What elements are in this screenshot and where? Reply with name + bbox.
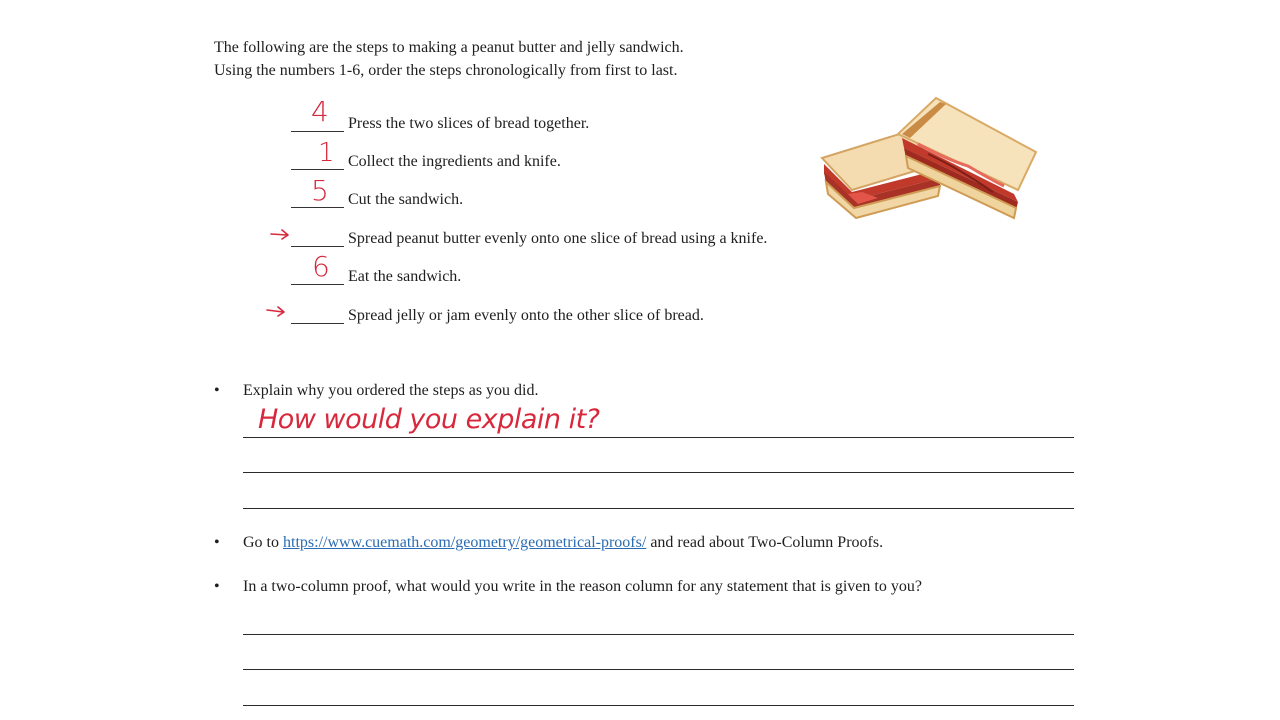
answer-blank[interactable] [291,284,344,285]
handwritten-answer: 1 [318,138,335,168]
answer-blank[interactable] [291,131,344,132]
question-text: In a two-column proof, what would you write in the reason column for any statement that is given to you? [243,578,922,595]
question-text [243,533,883,553]
answer-line[interactable] [243,634,1074,635]
bullet-dot: • [214,534,220,551]
step-text: Spread peanut butter evenly onto one slice of bread using a knife. [348,230,768,247]
instructions [214,36,684,82]
handwritten-response-text: How would you explain it? [258,404,600,435]
answer-blank[interactable] [291,246,344,247]
step-text: Cut the sandwich. [348,191,464,208]
answer-blank[interactable] [291,207,344,208]
bullet-dot: • [214,382,220,399]
goto-suffix: and read about Two-Column Proofs. [646,534,884,551]
arrow-mark-icon [266,304,286,318]
step-text: Spread jelly or jam evenly onto the other slice of bread. [348,307,704,324]
handwritten-answer: 6 [312,250,330,283]
question-text: Explain why you ordered the steps as you did. [243,382,539,399]
step-text: Collect the ingredients and knife. [348,153,561,170]
handwritten-answer: 5 [311,174,329,207]
cuemath-link[interactable]: https://www.cuemath.com/geometry/geometrical-proofs/ [283,534,647,551]
answer-line[interactable] [243,437,1074,438]
answer-line[interactable] [243,508,1074,509]
instructions-line-2: Using the numbers 1-6, order the steps chronologically from first to last. [214,62,678,79]
answer-blank[interactable] [291,323,344,324]
answer-blank[interactable] [291,169,344,170]
answer-line[interactable] [243,669,1074,670]
sandwich-image [818,94,1040,224]
handwritten-answer: 4 [311,95,329,128]
instructions-line-1: The following are the steps to making a peanut butter and jelly sandwich. [214,39,684,56]
answer-line[interactable] [243,472,1074,473]
step-text: Eat the sandwich. [348,268,462,285]
goto-prefix: Go to [243,534,283,551]
answer-line[interactable] [243,705,1074,706]
arrow-mark-icon [270,227,290,241]
step-text: Press the two slices of bread together. [348,115,590,132]
bullet-dot: • [214,578,220,595]
